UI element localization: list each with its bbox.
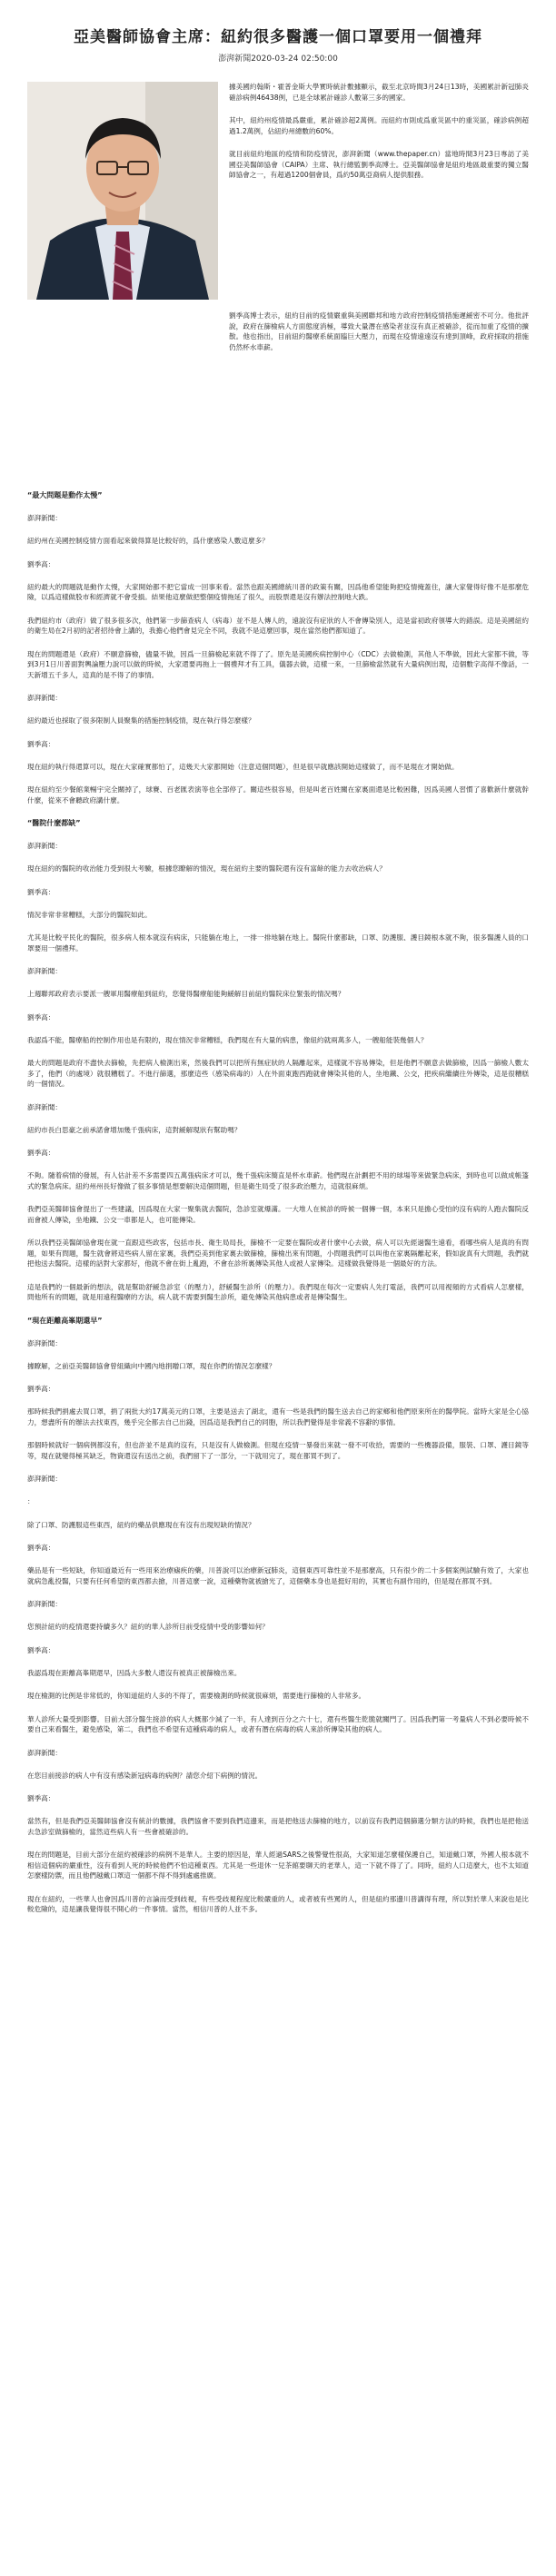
body-paragraph: 所以我們亞美醫師協會現在就一直跟這些政客，包括市長、衛生局局長，篩檢不一定要在醫院或者什麼中心去做，病人可以先經過醫生遠看，看哪些病人是真的有問題，如果有問題，醫生就會將這些病人留在家裏，我們亞美到他家裏去做篩檢，篩檢出來有問題，小問題我們可以叫他在家裏隔離起來，假如說真有大問題，我們就把他送去醫院。這樣的話對大家都好，他就不會在街上亂跑，不會在診所裏傳染其他人或被人家傳染。這樣做我覺得是一個最好的方法。 — [27, 1239, 529, 1268]
speaker-label: 劉季高： — [27, 1794, 55, 1802]
section-heading: “醫院什麼都缺” — [27, 819, 81, 827]
body-paragraph: 現在檢測的比例是非常低的，你知道紐約人多的不得了，需要檢測的時候就很麻煩，需要進行篩檢的人非常多。 — [27, 1692, 366, 1700]
body-paragraph: 現在紐約至少餐館業暢宇完全關掉了，球賽、百老匯表演等也全部停了。關這些很容易，但是叫老百姓關在家裏面還是比較困難，因爲美國人習慣了喜歡新什麼就幹什麼，從來不會聽政府講什麼。 — [27, 785, 529, 804]
body-paragraph: 華人診所大量受到影響。目前大部分醫生接診的病人大概都少減了一半，有人達到百分之六十七，還有些醫生乾脆就關門了。因爲我們第一考量病人不到必要時候不要自己來看醫生，避免感染，第二，我們也不希望有這種病毒的病人，或者有潛在病毒的病人來診所傳染其他的病人。 — [27, 1714, 529, 1733]
body-paragraph: 我認爲不能，醫療船的控制作用也是有限的，現在情況非常糟糕，我們現在有大量的病患，像紐約就兩萬多人，一艘船能裝幾個人？ — [27, 1035, 428, 1044]
body-paragraph: 那時候我們捐處去買口罩，捐了兩批大約17萬美元的口罩，主要是送去了湖北，還有一些是我們的醫生送去自己的家鄉和他們原來所在的醫學院。當時大家是全心協力，想盡所有的辦法去找東西，幾乎完全都去自己出錢，因爲這是我們自己的同胞，所以我們覺得是非常義不容辭的事情。 — [27, 1407, 529, 1426]
speaker-label: 劉季高： — [27, 739, 55, 748]
body-paragraph: ： — [27, 1497, 35, 1505]
speaker-label: 澎湃新聞： — [27, 842, 62, 850]
body-paragraph: 紐約最近也採取了很多限制人員聚集的措施控制疫情，現在執行得怎麼樣？ — [27, 716, 255, 725]
body-paragraph: 紐約市長白思豪之前承諾會增加幾千張病床，這對緩解現狀有幫助嗎？ — [27, 1125, 242, 1134]
speaker-label: 劉季高： — [27, 1544, 55, 1552]
article-body — [27, 490, 529, 1915]
body-paragraph: 這是我們的一個最新的想法，就是幫助舒緩急診室（的壓力），舒緩醫生診所（的壓力）。我們現在每次一定要病人先打電話，我們可以用視頻的方式看病人怎麼樣，問他所有的問題，就是用遠程醫療的方法，病人就不需要到醫生診所，避免傳染其他病患或者是傳染醫生。 — [27, 1282, 529, 1301]
article-title: 亞美醫師協會主席：紐約很多醫護一個口罩要用一個禮拜 — [74, 28, 482, 46]
speaker-label: 澎湃新聞： — [27, 1102, 62, 1111]
body-paragraph: 除了口罩、防護服這些東西，紐約的藥品供應現在有沒有出現短缺的情況？ — [27, 1520, 255, 1529]
body-paragraph: 情況非常非常糟糕，大部分的醫院如此。 — [27, 910, 152, 919]
body-paragraph: 我們紐約市（政府）做了很多很多次，他們第一步篩查病人（病毒）並不是人傳人的，遠說沒有症狀的人不會傳染別人，這是當初政府領導大的錯誤。這是美國紐約的衛生局在2月初的記者招待會上講的，我擔心他們會見完全不同，我就不是這麼回事，現在當然他們都知道了。 — [27, 616, 529, 635]
lead-paragraph: 就目前紐約地區的疫情和防疫情況，澎湃新聞（www.thepaper.cn）當地時間3月23日專訪了美國亞美醫師協會（CAIPA）主席、執行總監劉季高博士。亞美醫師協會是紐約地區最重要的獨立醫師協會之一，有超過1200個會員，爲約50萬亞裔病人提供服務。 — [229, 150, 529, 179]
body-paragraph: 紐約最大的問題就是動作太慢，大家開始都不把它當成一回事來看。當然也跟美國總統川普的政策有關，因爲他希望能夠把疫情掩蓋住，讓大家覺得好像不是那麼危險，以爲這樣做股市和經濟就不會受損。結果他這麼做把整個疫情拖延了很久，而股票還是沒有辦法控制地大跌。 — [27, 582, 529, 601]
article-meta: 澎湃新聞2020-03-24 02:50:00 — [218, 54, 338, 64]
lead-paragraphs-below — [229, 311, 529, 365]
speaker-label: 澎湃新聞： — [27, 694, 62, 702]
section-heading: “現在距離高峯期還早” — [27, 1316, 103, 1325]
body-paragraph: 您預計紐約的疫情還要持續多久？紐約的華人診所目前受疫情中受的影響如何？ — [27, 1623, 269, 1631]
speaker-label: 澎湃新聞： — [27, 1338, 62, 1347]
speaker-label: 劉季高： — [27, 1149, 55, 1157]
speaker-label: 澎湃新聞： — [27, 1475, 62, 1483]
body-paragraph: 現在的問題還是（政府）不願意篩檢，儘量不做，因爲一旦篩檢起來就不得了了。原先是美國疾病控制中心（CDC）去做檢測，其他人不準做，因此大家都不做，等到3月1日川普面對輿論壓力說可以做的時候，大家還要再拖上一個禮拜才有工具，儀器去做，這樣一來，一旦篩檢當然就有大量病例出現，這個數字高得不像話，一天新增五千多人，這真的是不得了的事情。 — [27, 649, 529, 679]
speaker-label: 澎湃新聞： — [27, 514, 62, 522]
body-paragraph: 現在在紐約，一些華人也會因爲川普的言論而受到歧視，有些受歧視程度比較嚴重的人，或者被有些罵的人，但是紐約那邊川普講得有理，所以對於華人來說也是比較危險的，這是讓我覺得很不開心的一件事情。當然，相信川普的人並不多。 — [27, 1894, 529, 1913]
body-paragraph: 據瞭解，之前亞美醫師協會曾組織向中國內地捐贈口罩，現在你們的情況怎麼樣？ — [27, 1361, 276, 1370]
body-paragraph: 在您目前接診的病人中有沒有感染新冠病毒的病例？請您介紹下病例的情況。 — [27, 1771, 263, 1780]
body-paragraph: 我認爲現在距離高峯期還早，因爲大多數人還沒有被真正被篩檢出來。 — [27, 1668, 242, 1677]
body-paragraph: 最大的問題是政府不盡快去篩檢，先把病人檢測出來，然後我們可以把所有無症狀的人隔離起來，這樣就不容易傳染，但是他們不願意去做篩檢，因爲一篩檢人數太多了，他們（的處境）就很糟糕了。不進行篩選，那麼這些（感染病毒的）人在外面東跑西跑就會傳染其他的人，坐地鐵、公交，把疾病繼續往外傳染，這是很糟糕的一個情況。 — [27, 1059, 529, 1088]
body-paragraph: 現在紐約的醫院的收治能力受到很大考驗，根據您瞭解的情況，現在紐約主要的醫院還有沒有富餘的能力去收治病人？ — [27, 864, 386, 873]
body-paragraph: 不夠。隨着病情的發展，有人估計差不多需要四五萬張病床才可以，幾千張病床簡直是杯水車薪。他們現在計劃把不用的球場等來做緊急病床，到時也可以做成帳篷式的緊急病床。紐約州州長好像做了很多事情是想要解決這個問題，但是衛生局受了很多政治壓力，這就很麻煩。 — [27, 1171, 529, 1190]
body-paragraph: 上週聯邦政府表示要派一艘軍用醫療船到紐約，您覺得醫療船能夠緩解目前紐約醫院床位緊張的情況嗎？ — [27, 990, 345, 998]
body-paragraph: 現在紐約執行得還算可以，現在大家確實都怕了，這幾天大家都開始（注意這個問題），但是很早就應該開始這樣做了，而不是現在才開始做。 — [27, 762, 459, 771]
speaker-label: 劉季高： — [27, 559, 55, 568]
lead-paragraph: 劉季高博士表示，紐約目前的疫情嚴重與美國聯邦和地方政府控制疫情措施遲緩密不可分。他批評說，政府在篩檢病人方面態度消極，導致大量潛在感染者並沒有真正被確診，從而加重了疫情的擴散。他也指出，目前紐約醫療系統面臨巨大壓力，而現在疫情遠遠沒有達到頂峰，政府採取的措施仍然杯水車薪。 — [229, 311, 529, 351]
speaker-label: 劉季高： — [27, 887, 55, 896]
speaker-label: 劉季高： — [27, 1012, 55, 1022]
body-paragraph: 我們亞美醫師協會提出了一些建議，因爲現在大家一聚集就去醫院，急診室就爆滿。一大堆人在候診的時候一個傳一個，本來只是擔心受怕的沒有病的人跑去醫院反而會被人傳染，坐地鐵、公交一車都是人，也可能傳染。 — [27, 1205, 529, 1224]
speaker-label: 澎湃新聞： — [27, 1600, 62, 1608]
lead-paragraphs-right — [229, 82, 529, 193]
speaker-label: 澎湃新聞： — [27, 1748, 62, 1757]
portrait-photo — [27, 82, 218, 300]
lead-section — [27, 82, 529, 481]
body-paragraph: 當然有，但是我們亞美醫師協會沒有統計的數據，我們協會不要到我們這邊來，而是把他送去篩檢的地方，以前沒有我們這個篩選分類方法的時候，我們也是把他送去急診室做篩檢的，當然這些病人有一些會被確診的。 — [27, 1817, 529, 1836]
body-paragraph: 紐約州在美國控制疫情方面看起來做得算是比較好的，爲什麼感染人數這麼多？ — [27, 537, 269, 545]
section-heading: “最大問題是動作太慢” — [27, 491, 103, 499]
lead-paragraph: 其中，紐約州疫情最爲嚴重，累計確診超2萬例。而紐約市則成爲重災區中的重災區，確診病例超過1.2萬例，佔紐約州總數的60%。 — [229, 116, 529, 135]
speaker-label: 劉季高： — [27, 1645, 55, 1654]
body-paragraph: 藥品是有一些短缺，你知道最近有一些用來治療瘧疾的藥，川普說可以治療新冠肺炎，這個東西可靠性並不是那麼高，只有很少的二十多個案例試驗有效了，大家也就病急亂投醫，只要有任何希望的東西都去搶，川普這麼一說，這種藥物就被搶光了，這個藥本身也是挺好用的，其實也有副作用的，但是現在都買不到。 — [27, 1566, 529, 1585]
lead-paragraph: 據美國約翰斯・霍普金斯大學實時統計數據顯示，截至北京時間3月24日13時，美國累計新冠肺炎確診病例46438例，已是全球累計確診人數第三多的國家。 — [229, 83, 529, 102]
speaker-label: 澎湃新聞： — [27, 967, 62, 975]
body-paragraph: 那個時候就好一個病例都沒有，但也許並不是真的沒有，只是沒有人做檢測。但現在疫情一暴發出來就一發不可收拾，需要的一些機器設備，服裝、口罩、護目鏡等等，現在就變得極其缺乏，物資還沒有送出之前，我們留下了一部分，一下就用完了，現在都買不到了。 — [27, 1441, 529, 1460]
speaker-label: 劉季高： — [27, 1385, 55, 1393]
body-paragraph: 尤其是比較平民化的醫院，很多病人根本就沒有病床，只能躺在地上，一排一排地躺在地上。醫院什麼都缺，口罩、防護服、護目鏡根本就不夠，很多醫護人員的口罩要用一個禮拜。 — [27, 933, 529, 952]
article-page — [0, 24, 556, 1915]
body-paragraph: 現在的問題是，目前大部分在紐約被確診的病例不是華人。主要的原因是，華人經過SARS之後警覺性很高，大家知道怎麼樣保護自己，知道戴口罩，外國人根本就不相信這個病的嚴重性，沒有看到人死的時候他們不怕這種東西。尤其是一些退休一兒茶館要聊天的老華人，這一下就不得了了。同時，紐約人口這麼大，也不太知道怎麼樣防禦，而且他們越戴口罩這一個都不得不得到處處推廣。 — [27, 1851, 529, 1880]
